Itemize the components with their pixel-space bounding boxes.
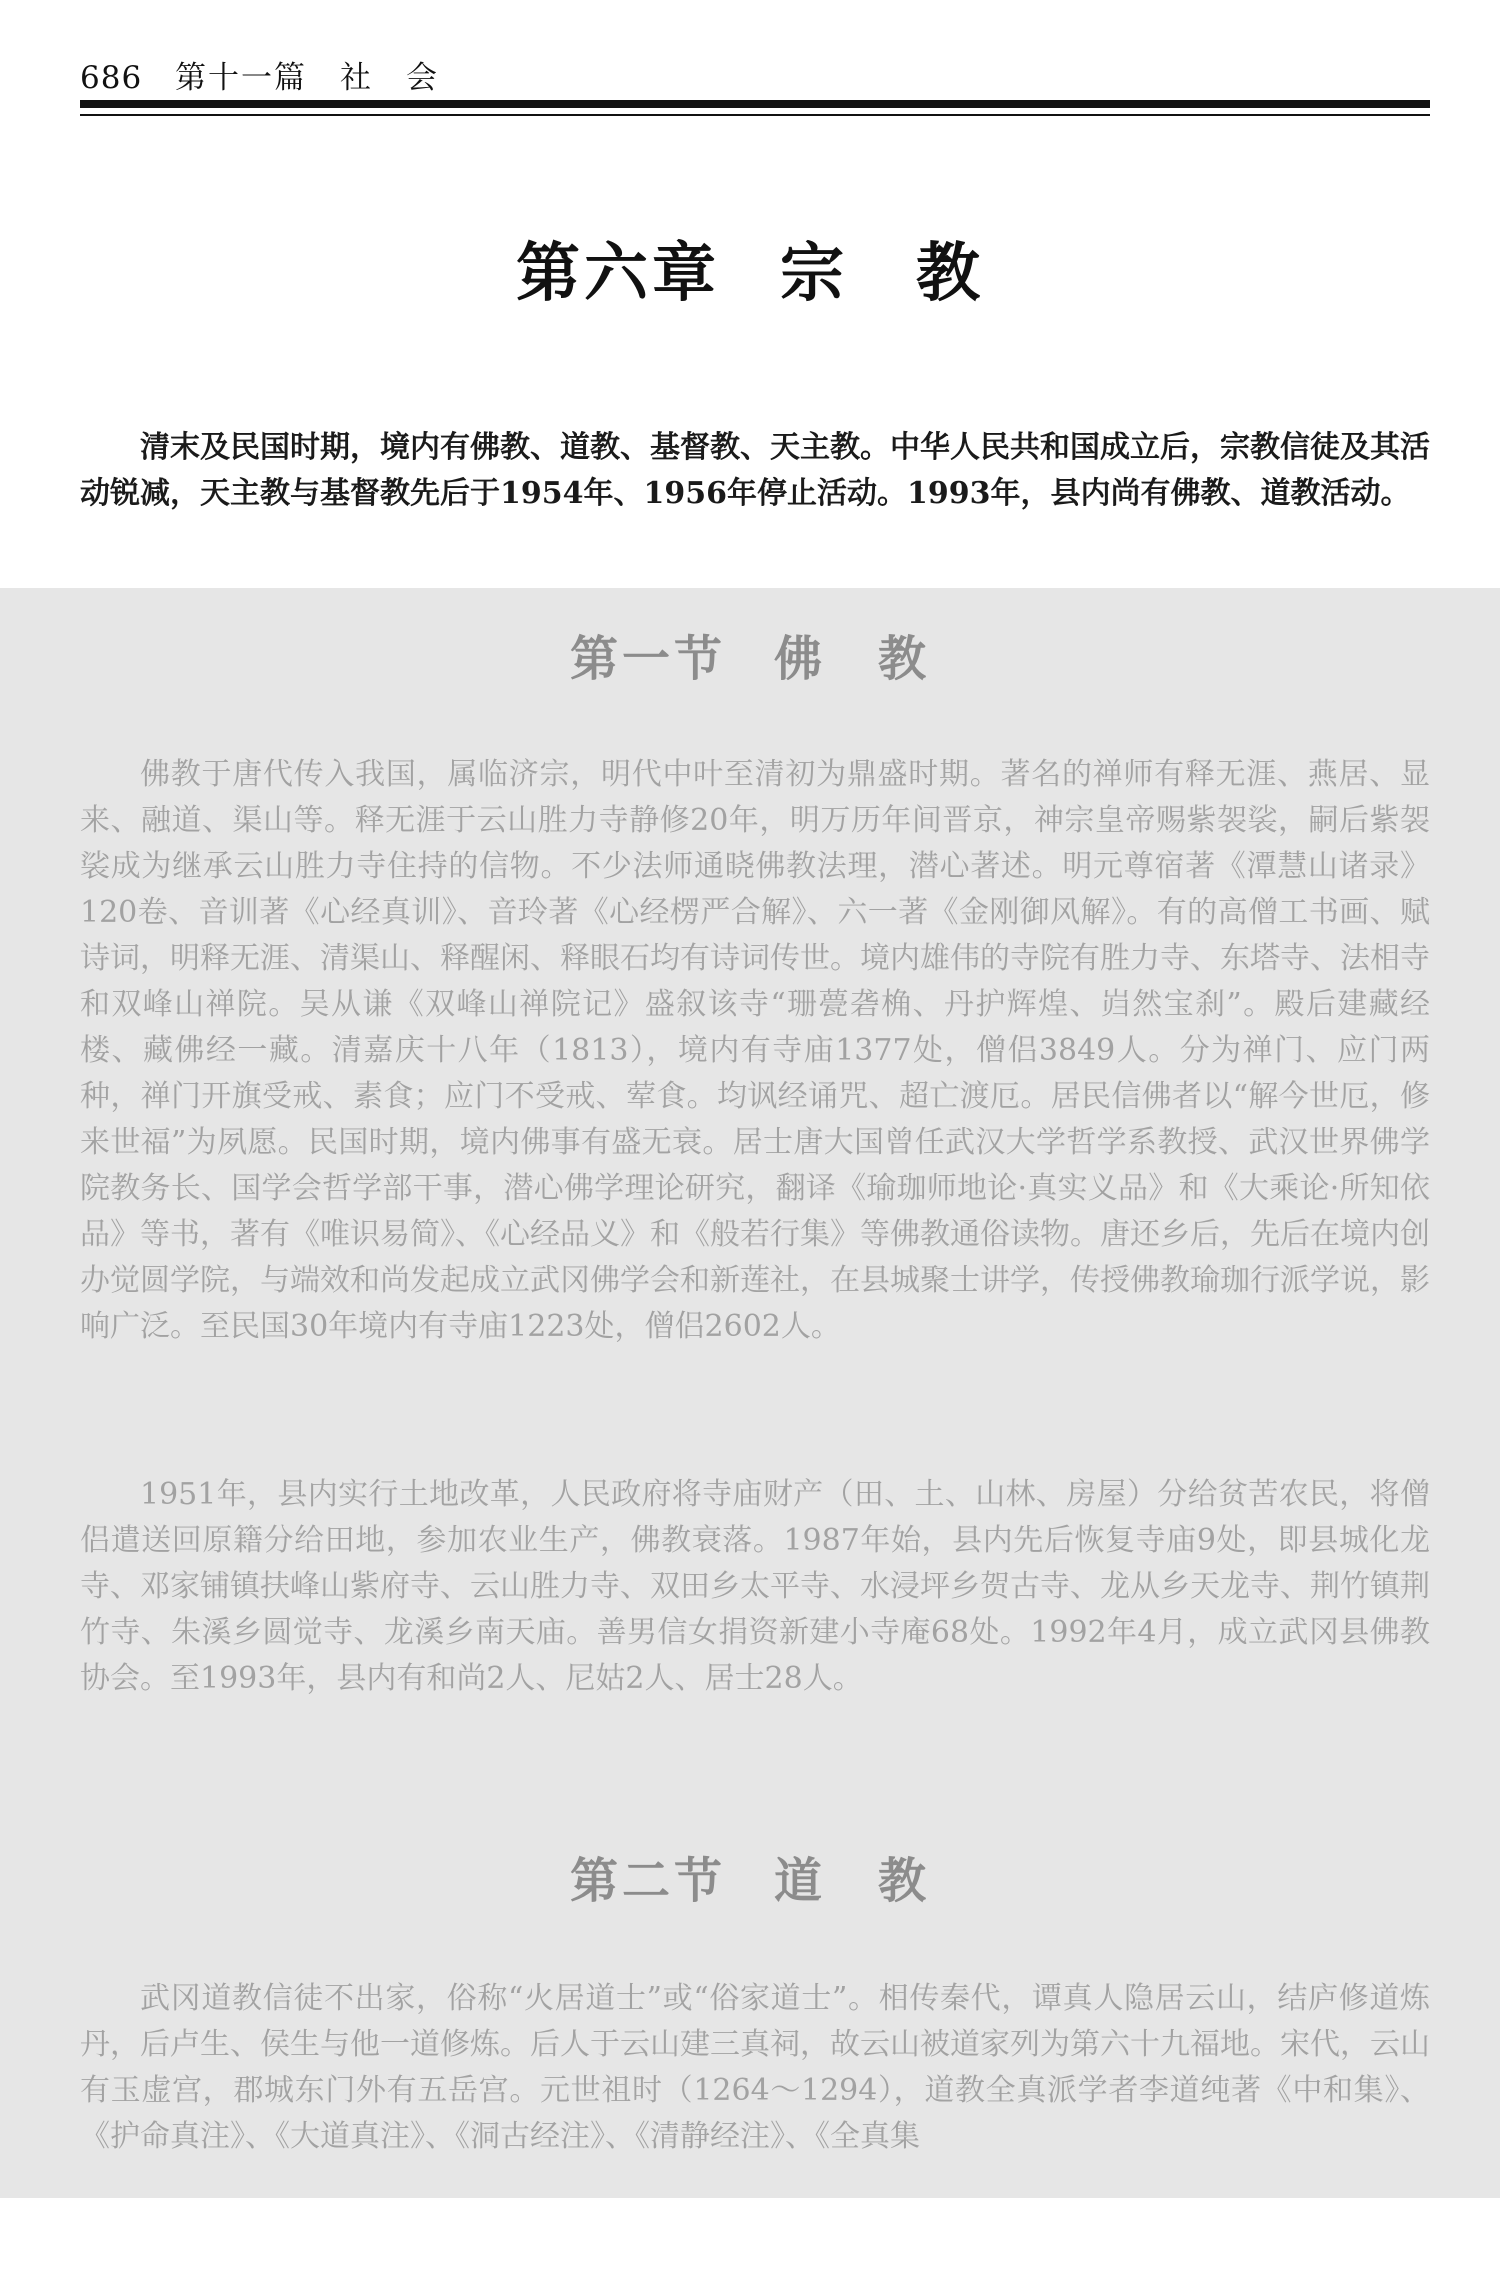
part-title: 第十一篇 社 会 bbox=[175, 60, 440, 96]
section-number: 第二节 bbox=[569, 1853, 726, 1909]
section-title-buddhism bbox=[0, 620, 1500, 689]
section-paragraph: 佛教于唐代传入我国，属临济宗，明代中叶至清初为鼎盛时期。著名的禅师有释无涯、燕居、显来、融道、渠山等。释无涯于云山胜力寺静修20年，明万历年间晋京，神宗皇帝赐紫袈裟，嗣后紫袈裟成为继承云山胜力寺住持的信物。不少法师通晓佛教法理，潜心著述。明元尊宿著《潭慧山诸录》120卷、音训著《心经真训》、音玲著《心经楞严合解》、六一著《金刚御风解》。有的高僧工书画、赋诗词，明释无涯、清渠山、释醒闲、释眼石均有诗词传世。境内雄伟的寺院有胜力寺、东塔寺、法相寺和双峰山禅院。吴从谦《双峰山禅院记》盛叙该寺“珊甍砻桷、丹护辉煌、岿然宝刹”。殿后建藏经楼、藏佛经一藏。清嘉庆十八年（1813），境内有寺庙1377处，僧侣3849人。分为禅门、应门两种，禅门开旗受戒、素食；应门不受戒、荤食。均讽经诵咒、超亡渡厄。居民信佛者以“解今世厄，修来世福”为夙愿。民国时期，境内佛事有盛无衰。居士唐大国曾任武汉大学哲学系教授、武汉世界佛学院教务长、国学会哲学部干事，潜心佛学理论研究，翻译《瑜珈师地论·真实义品》和《大乘论·所知依品》等书，著有《唯识易简》、《心经品义》和《般若行集》等佛教通俗读物。唐还乡后，先后在境内创办觉圆学院，与端效和尚发起成立武冈佛学会和新莲社，在县城聚士讲学，传授佛教瑜珈行派学说，影响广泛。至民国30年境内有寺庙1223处，僧侣2602人。 bbox=[80, 757, 1430, 1344]
section-paragraph: 1951年，县内实行土地改革，人民政府将寺庙财产（田、土、山林、房屋）分给贫苦农民，将僧侣遣送回原籍分给田地，参加农业生产，佛教衰落。1987年始，县内先后恢复寺庙9处，即县城化龙寺、邓家铺镇扶峰山紫府寺、云山胜力寺、双田乡太平寺、水浸坪乡贺古寺、龙从乡天龙寺、荆竹镇荆竹寺、朱溪乡圆觉寺、龙溪乡南天庙。善男信女捐资新建小寺庵68处。1992年4月，成立武冈县佛教协会。至1993年，县内有和尚2人、尼姑2人、居士28人。 bbox=[80, 1477, 1430, 1696]
chapter-name: 宗 教 bbox=[780, 236, 984, 311]
page-number: 686 bbox=[80, 60, 143, 96]
chapter-number: 第六章 bbox=[516, 236, 720, 311]
section-name: 佛 教 bbox=[774, 631, 931, 687]
section-name: 道 教 bbox=[774, 1853, 931, 1909]
chapter-intro: 清末及民国时期，境内有佛教、道教、基督教、天主教。中华人民共和国成立后，宗教信徒及其活动锐减，天主教与基督教先后于1954年、1956年停止活动。1993年，县内尚有佛教、道教活动。 bbox=[80, 430, 1430, 511]
header-rule-thick bbox=[80, 100, 1430, 108]
section-title-taoism bbox=[0, 1842, 1500, 1911]
section-number: 第一节 bbox=[569, 631, 726, 687]
section-paragraph: 武冈道教信徒不出家，俗称“火居道士”或“俗家道士”。相传秦代，谭真人隐居云山，结庐修道炼丹，后卢生、侯生与他一道修炼。后人于云山建三真祠，故云山被道家列为第六十九福地。宋代，云山有玉虚宫，郡城东门外有五岳宫。元世祖时（1264～1294），道教全真派学者李道纯著《中和集》、《护命真注》、《大道真注》、《洞古经注》、《清静经注》、《全真集 bbox=[80, 1981, 1430, 2154]
header-rule-thin bbox=[80, 114, 1430, 116]
running-header bbox=[80, 52, 1430, 97]
chapter-title bbox=[0, 222, 1500, 314]
